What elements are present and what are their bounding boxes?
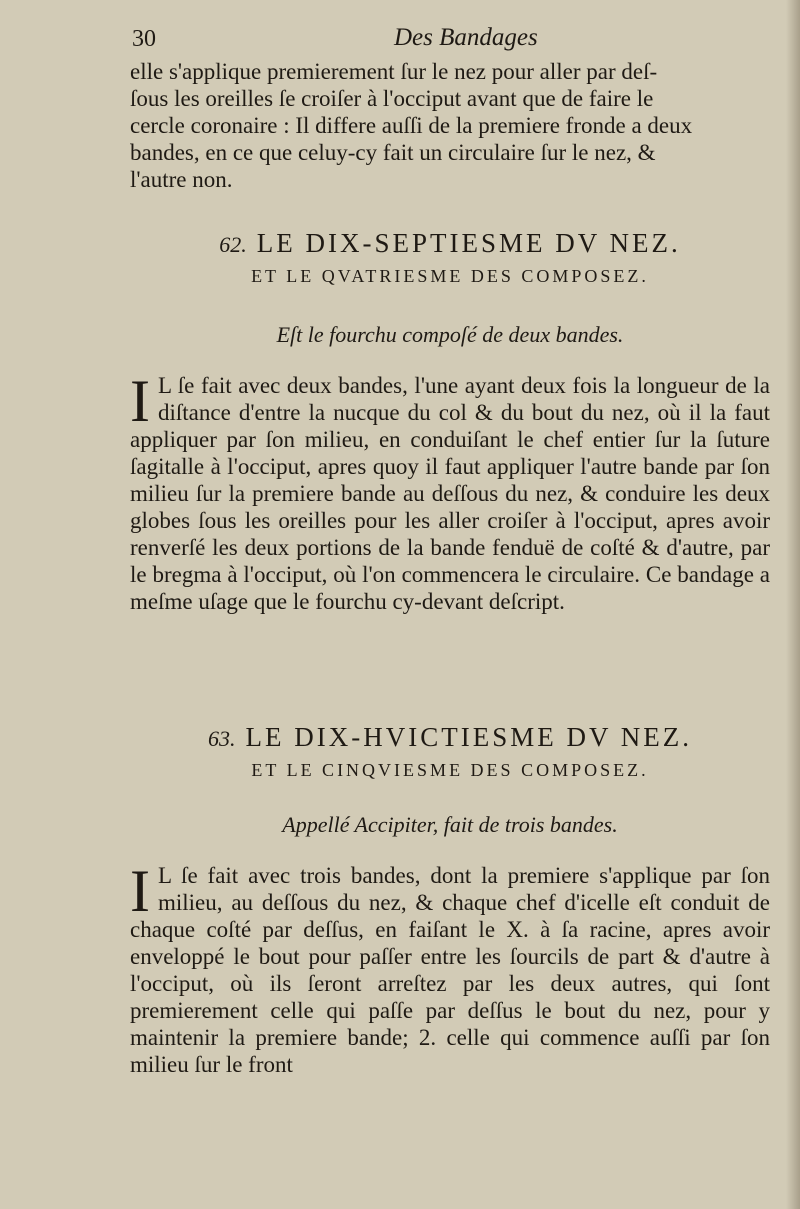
- section-63-body: [130, 858, 770, 1078]
- section-63-heading: [130, 722, 770, 753]
- page-edge-shadow: [786, 0, 800, 1209]
- section-62-body: [130, 368, 770, 615]
- intro-line: cercle coronaire : Il differe auſſi de la premiere fronde a deux: [130, 113, 693, 138]
- section-62-title: LE DIX-SEPTIESME DV NEZ.: [256, 228, 681, 258]
- section-62-subtitle: ET LE QVATRIESME DES COMPOSEZ.: [251, 266, 649, 286]
- section-63-caption: Appellé Accipiter, fait de trois bandes.: [282, 812, 618, 837]
- page-header: [132, 24, 652, 60]
- section-63-text: L ſe fait avec trois bandes, dont la premiere s'applique par ſon milieu, au deſſous du nez, & chaque chef d'icelle eſt conduit de chaque coſté par deſſus, en faiſant le X. à ſa racine, apres avoir enveloppé le bout pour paſſer entre les ſourcils de part & d'autre à l'occiput, où ils ſeront arreſtez par les deux autres, qui ſont premierement celle qui paſſe par deſſus le bout du nez, pour y maintenir la premiere bande; 2. celle qui commence auſſi par ſon milieu ſur le front: [130, 863, 770, 1077]
- section-62-heading: [130, 228, 770, 259]
- page-number: 30: [132, 26, 156, 52]
- section-62-text: L ſe fait avec deux bandes, l'une ayant deux fois la longueur de la diſtance d'entre la nucque du col & du bout du nez, où il la faut appliquer par ſon milieu, en conduiſant le chef entier ſur la ſuture ſagitalle à l'occiput, apres quoy il faut appliquer l'autre bande par ſon milieu ſur la premiere bande au deſſous du nez, & conduire les deux globes ſous les oreilles pour les aller croiſer à l'occiput, apres avoir renverſé les deux portions de la bande fenduë de coſté & d'autre, par le bregma à l'occiput, où l'on commencera le circulaire. Ce bandage a meſme uſage que le fourchu cy-devant deſcript.: [130, 373, 770, 614]
- section-63-title: LE DIX-HVICTIESME DV NEZ.: [245, 722, 692, 752]
- section-63-drop-cap: I: [130, 858, 150, 924]
- intro-line: bandes, en ce que celuy-cy fait un circulaire ſur le nez, &: [130, 140, 656, 165]
- section-63-number: 63.: [208, 726, 236, 751]
- section-62-caption: Eſt le fourchu compoſé de deux bandes.: [276, 322, 624, 347]
- section-62-number: 62.: [219, 232, 247, 257]
- intro-line: l'autre non.: [130, 167, 233, 192]
- intro-paragraph: [130, 58, 770, 193]
- section-62-drop-cap: I: [130, 368, 150, 434]
- running-title: Des Bandages: [394, 24, 538, 51]
- intro-line: ſous les oreilles ſe croiſer à l'occiput avant que de faire le: [130, 86, 654, 111]
- intro-line: elle s'applique premierement ſur le nez pour aller par deſ-: [130, 59, 658, 84]
- section-63-subtitle: ET LE CINQVIESME DES COMPOSEZ.: [251, 760, 649, 780]
